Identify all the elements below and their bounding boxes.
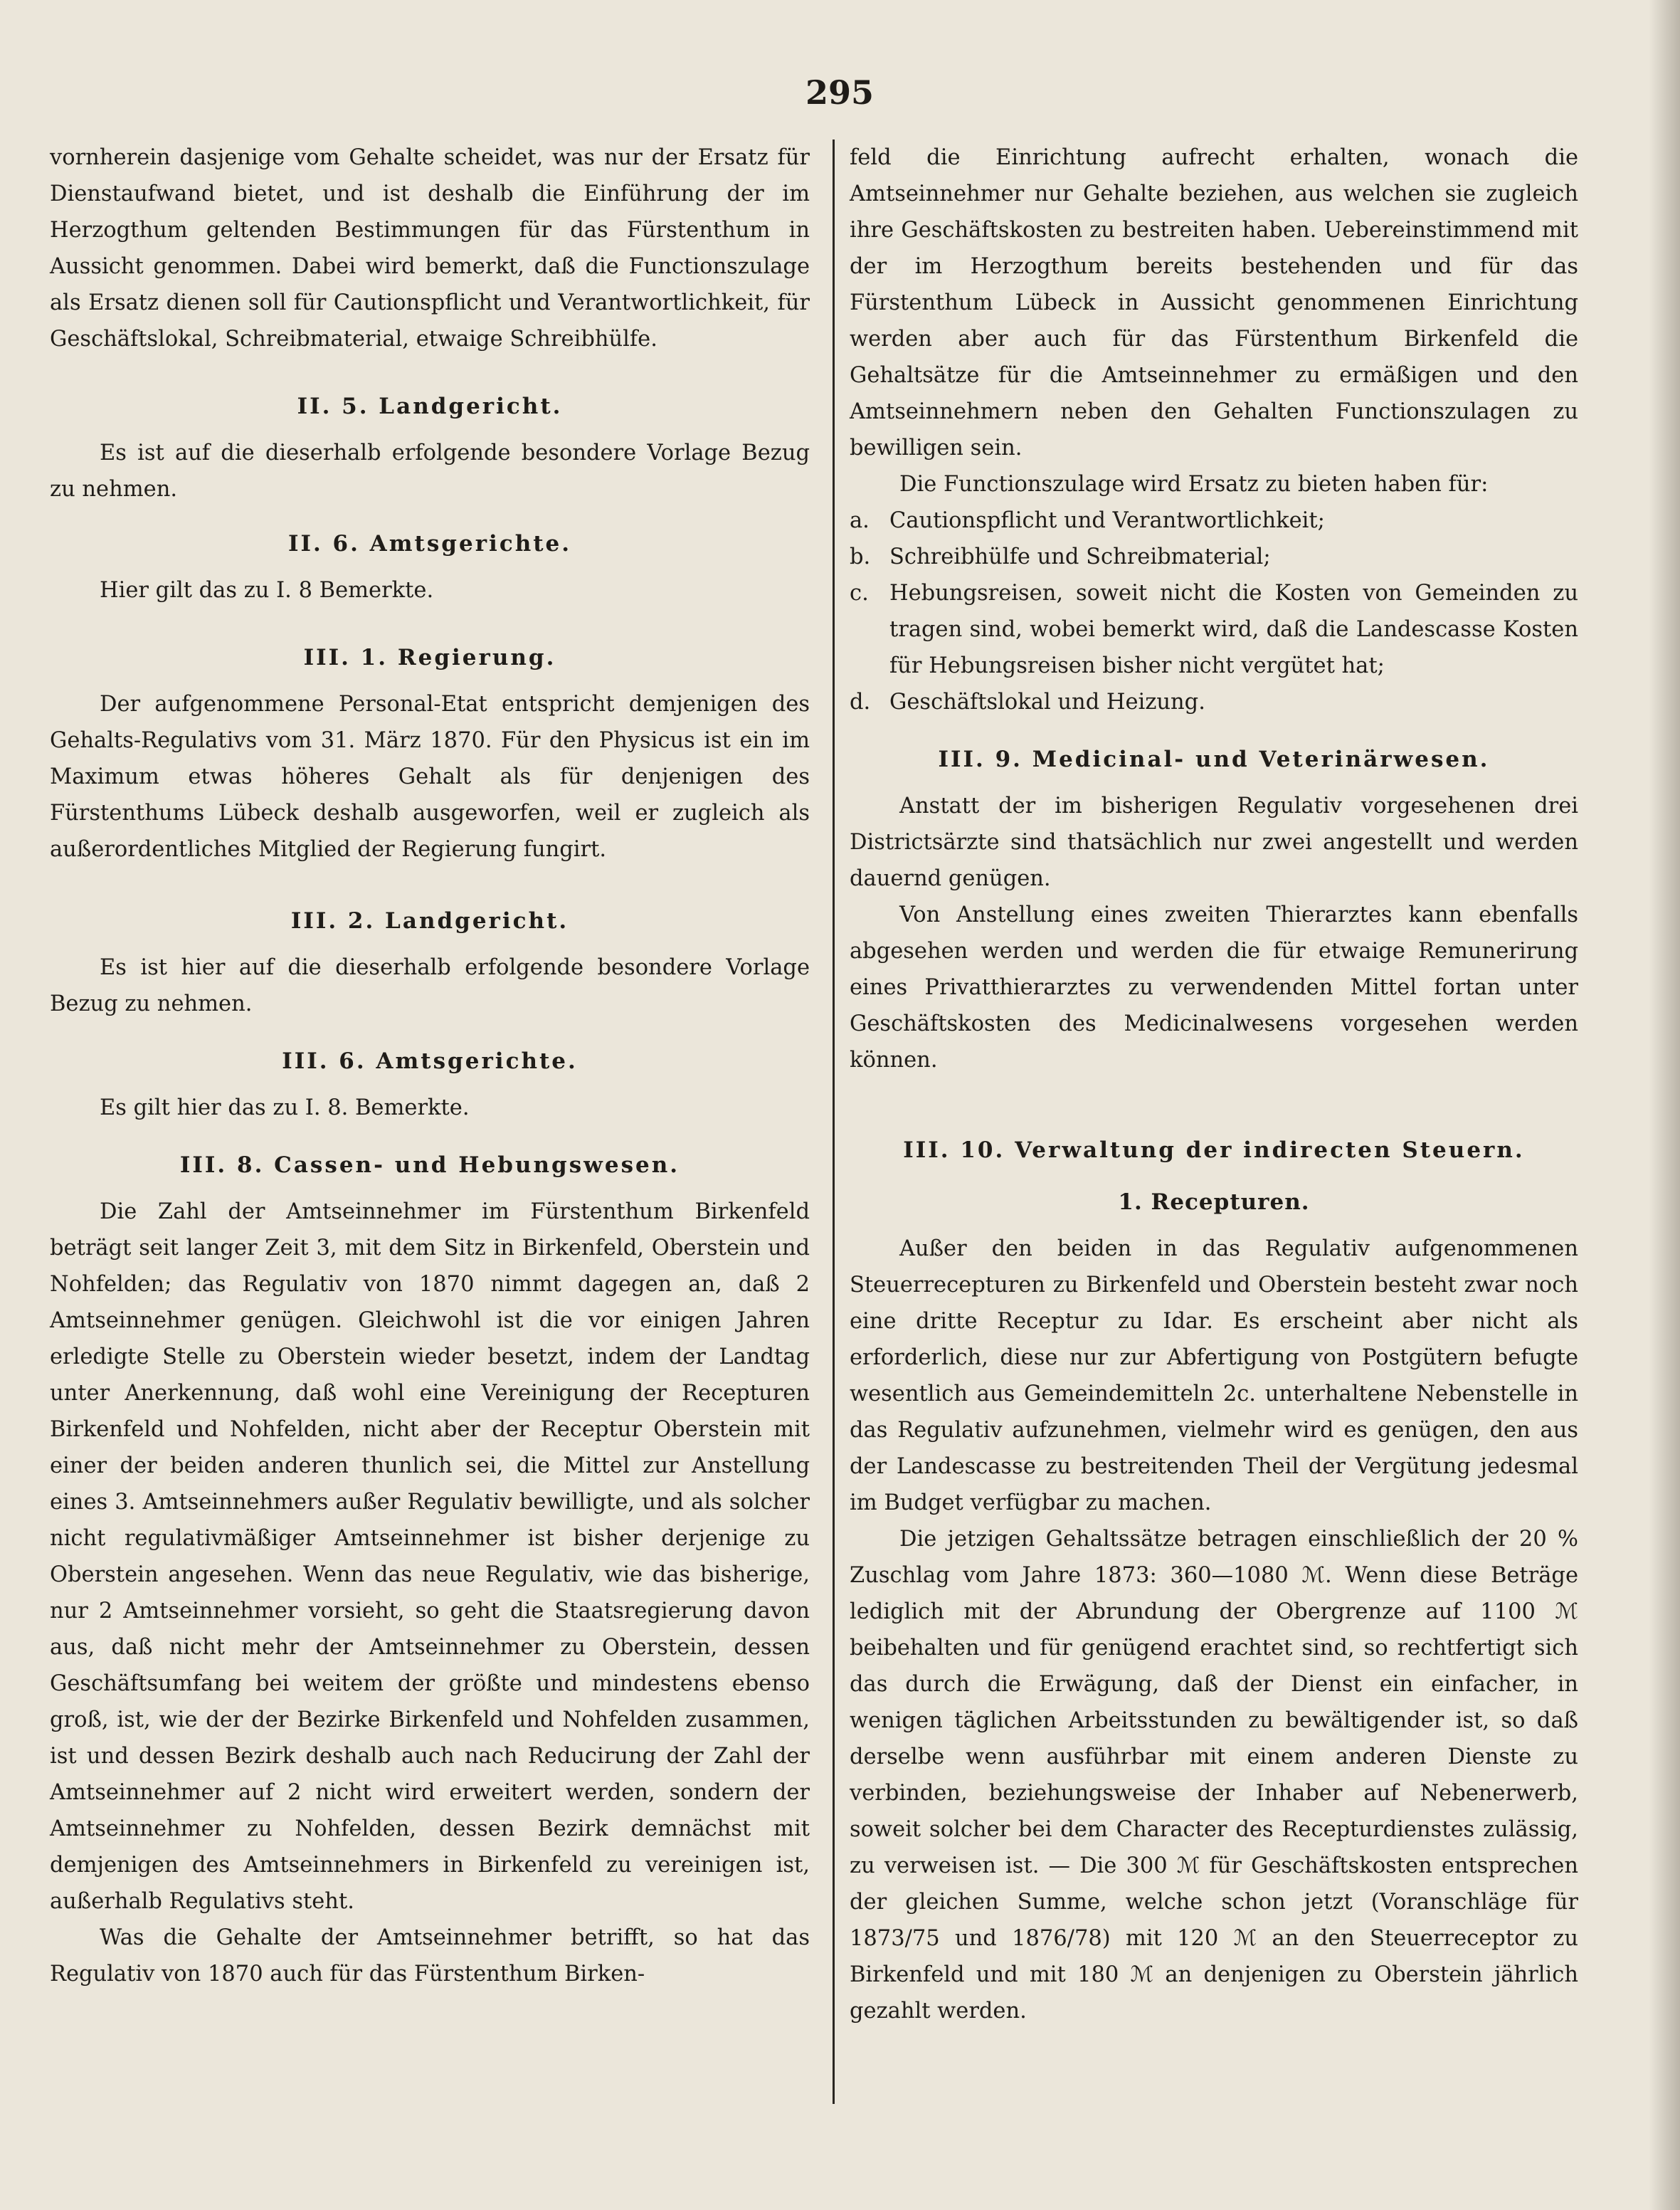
right-column [850,140,1578,2029]
subsection-heading: 1. Recepturen. [1118,1189,1310,1215]
list-letter: b. [850,544,871,569]
list-letter: d. [850,690,871,715]
list-intro: Die Functionszulage wird Ersatz zu bieten haben für: [899,472,1489,497]
paragraph: Von Anstellung eines zweiten Thierarztes kann ebenfalls abgesehen werden und werden die für etwaige Remunerirung eines Privatthierarztes zu verwendenden Mittel fortan unter Geschäftskosten des Medicinalwesens vorgesehen werden können. [850,903,1578,1073]
paragraph: feld die Einrichtung aufrecht erhalten, wonach die Amtseinnehmer nur Gehalte beziehen, aus welchen sie zugleich ihre Geschäftskosten zu bestreiten haben. Uebereinstimmend mit der im Herzogthum bereits bestehenden und für das Fürstenthum Lübeck in Aussicht genommenen Einrichtung werden aber auch für das Fürstenthum Birkenfeld die Gehaltsätze für die Amtseinnehmer zu ermäßigen und den Amtseinnehmern neben den Gehalten Functionszulagen zu bewilligen sein. [850,145,1578,461]
paragraph: Außer den beiden in das Regulativ aufgenommenen Steuerrecepturen zu Birkenfeld und Oberstein besteht zwar noch eine dritte Receptur zu Idar. Es erscheint aber nicht als erforderlich, diese nur zur Abfertigung von Postgütern befugte wesentlich aus Gemeindemitteln 2c. unterhaltene Nebenstelle in das Regulativ aufzunehmen, vielmehr wird es genügen, den aus der Landescasse zu bestreitenden Theil der Vergütung jedesmal im Budget verfügbar zu machen. [850,1236,1578,1515]
column-divider [833,140,835,2104]
section-heading: III. 9. Medicinal- und Veterinärwesen. [938,747,1490,772]
list-text: Schreibhülfe und Schreibmaterial; [889,544,1271,569]
list-item [850,684,1578,720]
section-heading: III. 1. Regierung. [303,645,556,670]
list-item [850,539,1578,575]
list-item [850,575,1578,684]
list-text: Cautionspflicht und Verantwortlichkeit; [889,508,1325,533]
list-letter: c. [850,581,869,606]
paragraph: Was die Gehalte der Amtseinnehmer betrifft, so hat das Regulativ von 1870 auch für das Fürstenthum Birken- [50,1925,810,1987]
functions-list [850,502,1578,720]
paragraph: Die Zahl der Amtseinnehmer im Fürstenthum Birkenfeld beträgt seit langer Zeit 3, mit dem Sitz in Birkenfeld, Oberstein und Nohfelden; das Regulativ von 1870 nimmt dagegen an, daß 2 Amtseinnehmer genügen. Gleichwohl ist die vor einigen Jahren erledigte Stelle zu Oberstein wieder besetzt, indem der Landtag unter Anerkennung, daß wohl eine Vereinigung der Recepturen Birkenfeld und Nohfelden, nicht aber der Receptur Oberstein mit einer der beiden anderen thunlich sei, die Mittel zur Anstellung eines 3. Amtseinnehmers außer Regulativ bewilligte, und als solcher nicht regulativmäßiger Amtseinnehmer ist bisher derjenige zu Oberstein angesehen. Wenn das neue Regulativ, wie das bisherige, nur 2 Amtseinnehmer vorsieht, so geht die Staatsregierung davon aus, daß nicht mehr der Amtseinnehmer zu Oberstein, dessen Geschäftsumfang bei weitem der größte und mindestens ebenso groß, ist, wie der der Bezirke Birkenfeld und Nohfelden zusammen, ist und dessen Bezirk deshalb auch nach Reducirung der Zahl der Amtseinnehmer auf 2 nicht wird erweitert werden, sondern der Amtseinnehmer zu Nohfelden, dessen Bezirk demnächst mit demjenigen des Amtseinnehmers in Birkenfeld zu vereinigen ist, außerhalb Regulativs steht. [50,1199,810,1914]
paragraph: Der aufgenommene Personal-Etat entspricht demjenigen des Gehalts-Regulativs vom 31. März 1870. Für den Physicus ist ein im Maximum etwas höheres Gehalt als für denjenigen des Fürstenthums Lübeck deshalb ausgeworfen, weil er zugleich als außerordentliches Mitglied der Regierung fungirt. [50,692,810,862]
list-text: Hebungsreisen, soweit nicht die Kosten von Gemeinden zu tragen sind, wobei bemerkt wird, daß die Landescasse Kosten für Hebungsreisen bisher nicht vergütet hat; [889,581,1578,678]
section-heading: II. 6. Amtsgerichte. [287,531,572,557]
section-heading: III. 6. Amtsgerichte. [282,1048,578,1074]
paragraph: vornherein dasjenige vom Gehalte scheidet, was nur der Ersatz für Dienstaufwand bietet, und ist deshalb die Einführung der im Herzogthum geltenden Bestimmungen für das Fürstenthum in Aussicht genommen. Dabei wird bemerkt, daß die Functionszulage als Ersatz dienen soll für Cautionspflicht und Verantwortlichkeit, für Geschäftslokal, Schreibmaterial, etwaige Schreibhülfe. [50,145,810,352]
paragraph: Anstatt der im bisherigen Regulativ vorgesehenen drei Districtsärzte sind thatsächlich nur zwei angestellt und werden dauernd genügen. [850,794,1578,891]
section-heading: III. 10. Verwaltung der indirecten Steuern. [903,1137,1525,1163]
left-column [50,140,810,1992]
section-heading: II. 5. Landgericht. [297,394,563,419]
section-heading: III. 8. Cassen- und Hebungswesen. [179,1152,680,1178]
list-text: Geschäftslokal und Heizung. [889,690,1205,715]
paragraph: Es ist hier auf die dieserhalb erfolgende besondere Vorlage Bezug zu nehmen. [50,955,810,1016]
paragraph: Hier gilt das zu I. 8 Bemerkte. [100,578,434,603]
paragraph: Es ist auf die dieserhalb erfolgende besondere Vorlage Bezug zu nehmen. [50,441,810,502]
list-letter: a. [850,508,870,533]
page-number: 295 [805,73,875,112]
paragraph: Es gilt hier das zu I. 8. Bemerkte. [100,1095,470,1120]
binding-shadow [1649,0,1680,2210]
section-heading: III. 2. Landgericht. [290,908,569,934]
list-item [850,502,1578,539]
paragraph: Die jetzigen Gehaltssätze betragen einschließlich der 20 % Zuschlag vom Jahre 1873: 360—1080 ℳ. Wenn diese Beträge lediglich mit der Abrundung der Obergrenze auf 1100 ℳ beibehalten und für genügend erachtet sind, so rechtfertigt sich das durch die Erwägung, daß der Dienst ein einfacher, in wenigen täglichen Arbeitsstunden zu bewältigender ist, so daß derselbe wenn ausführbar mit einem anderen Dienste zu verbinden, beziehungsweise der Inhaber auf Nebenerwerb, soweit solcher bei dem Character des Recepturdienstes zulässig, zu verweisen ist. — Die 300 ℳ für Geschäftskosten entsprechen der gleichen Summe, welche schon jetzt (Voranschläge für 1873/75 und 1876/78) mit 120 ℳ an den Steuerreceptor zu Birkenfeld und mit 180 ℳ an denjenigen zu Oberstein jährlich gezahlt werden. [850,1527,1578,2024]
